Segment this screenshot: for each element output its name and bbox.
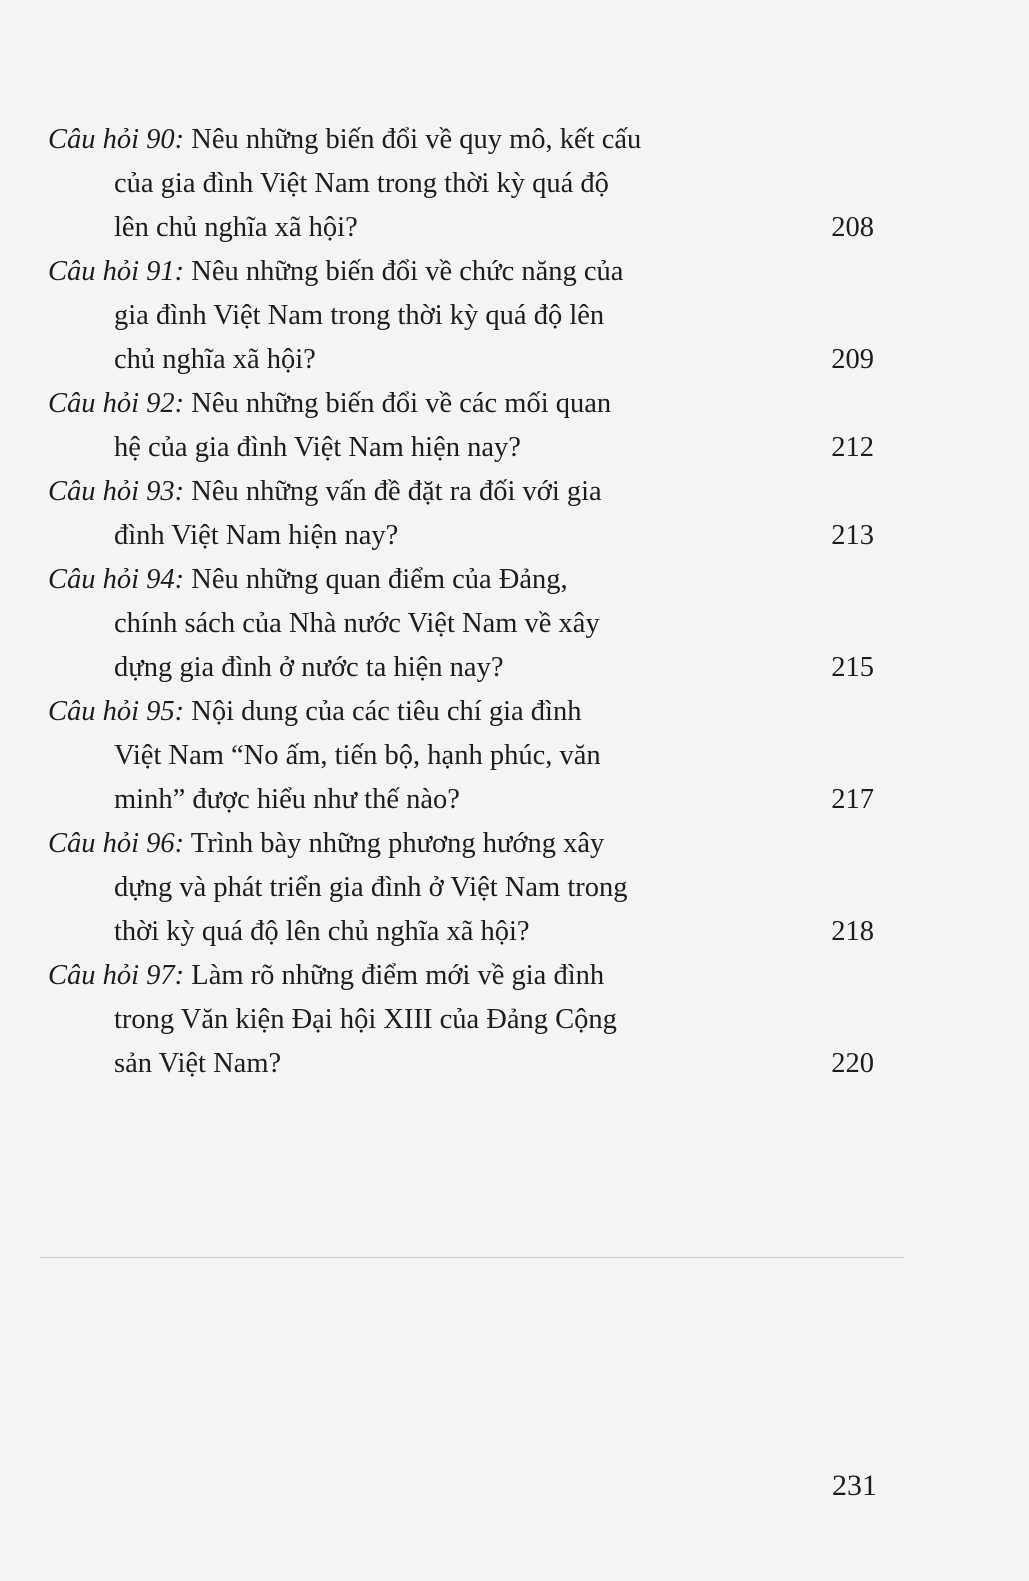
toc-entry-95 bbox=[48, 690, 888, 822]
question-text: Làm rõ những điểm mới về gia đình bbox=[184, 960, 605, 991]
question-text: Nêu những biến đổi về chức năng của bbox=[184, 256, 624, 287]
toc-entry-first-line bbox=[48, 822, 888, 866]
toc-entry-92 bbox=[48, 382, 888, 470]
question-text-line: minh” được hiểu như thế nào? bbox=[114, 784, 460, 815]
page-number: 231 bbox=[832, 1469, 877, 1502]
question-label: Câu hỏi 92: bbox=[48, 388, 185, 419]
toc-entry-96 bbox=[48, 822, 888, 954]
toc-entry-93 bbox=[48, 470, 888, 558]
question-text-line: gia đình Việt Nam trong thời kỳ quá độ lên bbox=[114, 300, 605, 331]
question-text-line: dựng gia đình ở nước ta hiện nay? bbox=[114, 652, 504, 683]
toc-entry-first-line bbox=[48, 690, 888, 734]
question-text-line: hệ của gia đình Việt Nam hiện nay? bbox=[114, 432, 521, 463]
question-text: Nêu những biến đổi về các mối quan bbox=[184, 388, 612, 419]
page-reference: 220 bbox=[831, 1048, 874, 1079]
toc-entry-first-line bbox=[48, 558, 888, 602]
question-text-line: Việt Nam “No ấm, tiến bộ, hạnh phúc, văn bbox=[114, 740, 601, 771]
question-text-line: dựng và phát triển gia đình ở Việt Nam trong bbox=[114, 872, 628, 903]
question-text: Nội dung của các tiêu chí gia đình bbox=[184, 696, 582, 727]
question-text-line: đình Việt Nam hiện nay? bbox=[114, 520, 399, 551]
question-label: Câu hỏi 91: bbox=[48, 256, 185, 287]
page-reference: 212 bbox=[831, 432, 874, 463]
toc-entry-first-line bbox=[48, 250, 888, 294]
toc-entry-97 bbox=[48, 954, 888, 1086]
toc-entry-first-line bbox=[48, 118, 888, 162]
page-reference: 209 bbox=[831, 344, 874, 375]
toc-entry-91 bbox=[48, 250, 888, 382]
page-reference: 217 bbox=[831, 784, 874, 815]
question-text: Nêu những vấn đề đặt ra đối với gia bbox=[184, 476, 602, 507]
page-reference: 218 bbox=[831, 916, 874, 947]
question-label: Câu hỏi 94: bbox=[48, 564, 185, 595]
toc-entry-first-line bbox=[48, 382, 888, 426]
question-text-line: trong Văn kiện Đại hội XIII của Đảng Cộng bbox=[114, 1004, 617, 1035]
question-text: Nêu những quan điểm của Đảng, bbox=[184, 564, 568, 595]
question-label: Câu hỏi 95: bbox=[48, 696, 185, 727]
question-text-line: sản Việt Nam? bbox=[114, 1048, 282, 1079]
question-text: Trình bày những phương hướng xây bbox=[184, 828, 605, 859]
page-reference: 215 bbox=[831, 652, 874, 683]
question-text-line: thời kỳ quá độ lên chủ nghĩa xã hội? bbox=[114, 916, 530, 947]
question-text-line: lên chủ nghĩa xã hội? bbox=[114, 212, 358, 243]
toc-entry-94 bbox=[48, 558, 888, 690]
toc-entry-first-line bbox=[48, 954, 888, 998]
question-text-line: chính sách của Nhà nước Việt Nam về xây bbox=[114, 608, 600, 639]
page-reference: 208 bbox=[831, 212, 874, 243]
toc-entry-first-line bbox=[48, 470, 888, 514]
question-label: Câu hỏi 93: bbox=[48, 476, 185, 507]
page-reference: 213 bbox=[831, 520, 874, 551]
question-text-line: chủ nghĩa xã hội? bbox=[114, 344, 316, 375]
table-of-contents bbox=[48, 118, 888, 1086]
question-text-line: của gia đình Việt Nam trong thời kỳ quá độ bbox=[114, 168, 609, 199]
question-text: Nêu những biến đổi về quy mô, kết cấu bbox=[184, 124, 642, 155]
question-label: Câu hỏi 97: bbox=[48, 960, 185, 991]
question-label: Câu hỏi 90: bbox=[48, 124, 185, 155]
divider-line bbox=[40, 1257, 904, 1258]
question-label: Câu hỏi 96: bbox=[48, 828, 185, 859]
toc-entry-90 bbox=[48, 118, 888, 250]
